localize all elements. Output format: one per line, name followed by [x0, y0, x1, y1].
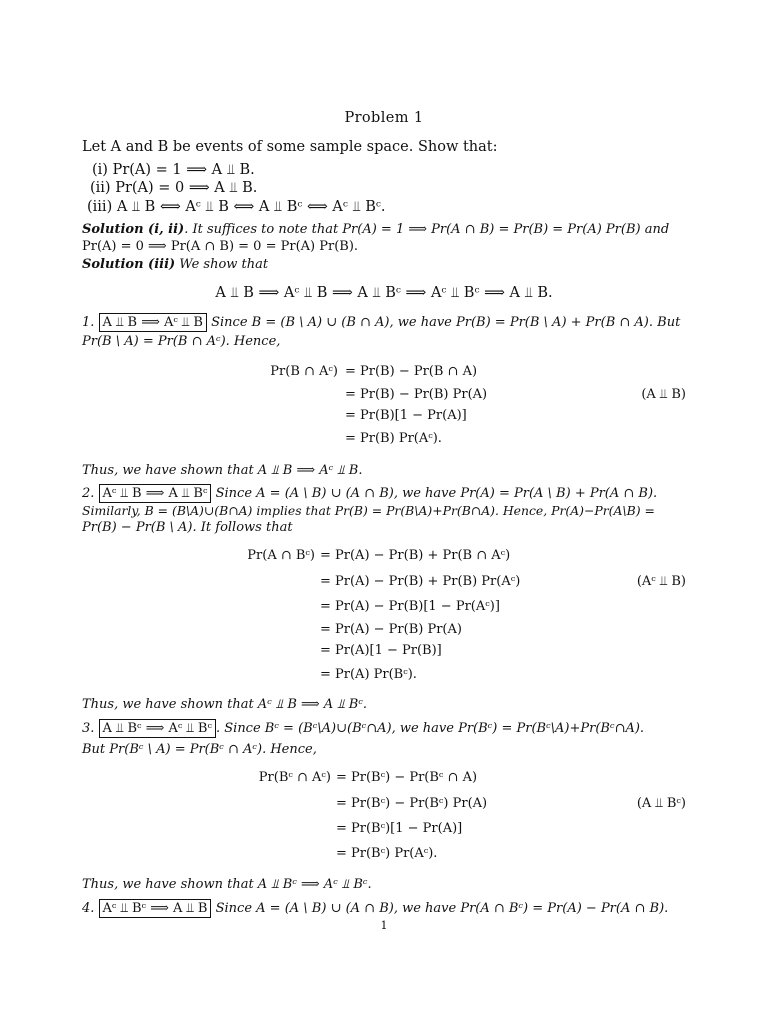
- step2-eq-justification: (Aᶜ ⫫ B): [636, 574, 686, 589]
- problem-title: Problem 1: [344, 110, 424, 126]
- solution-iii-label: Solution (iii): [82, 257, 176, 272]
- implication-chain: A ⫫ B ⟹ Aᶜ ⫫ B ⟹ A ⫫ Bᶜ ⟹ Aᶜ ⫫ Bᶜ ⟹ A ⫫ B.: [215, 285, 553, 301]
- step2-eq-row1: = Pr(A) − Pr(B) + Pr(B ∩ Aᶜ): [320, 548, 511, 563]
- problem-intro: Let A and B be events of some sample space. Show that:: [82, 139, 498, 155]
- problem-item-ii: (ii) Pr(A) = 0 ⟹ A ⫫ B.: [90, 180, 258, 196]
- step4-line1: [82, 901, 668, 917]
- step3-eq-row3: = Pr(Bᶜ)[1 − Pr(A)]: [336, 821, 463, 836]
- step1-eq-row3: = Pr(B)[1 − Pr(A)]: [345, 408, 467, 423]
- step3-boxed-claim: A ⫫ Bᶜ ⟹ Aᶜ ⫫ Bᶜ: [99, 719, 216, 738]
- step2-text: Since A = (A \ B) ∪ (A ∩ B), we have Pr(A) = Pr(A \ B) + Pr(A ∩ B).: [211, 486, 658, 501]
- page-number: 1: [380, 919, 388, 932]
- step1-conclusion: Thus, we have shown that A ⫫ B ⟹ Aᶜ ⫫ B.: [82, 463, 363, 478]
- step2-eq-lhs: Pr(A ∩ Bᶜ): [247, 548, 315, 563]
- step3-line2: But Pr(Bᶜ \ A) = Pr(Bᶜ ∩ Aᶜ). Hence,: [82, 742, 317, 757]
- step4-number: 4.: [82, 901, 95, 916]
- step3-conclusion: Thus, we have shown that A ⫫ Bᶜ ⟹ Aᶜ ⫫ Bᶜ.: [82, 877, 372, 892]
- step2-eq-row2: = Pr(A) − Pr(B) + Pr(B) Pr(Aᶜ): [320, 574, 521, 589]
- solution-i-ii-line2: Pr(A) = 0 ⟹ Pr(A ∩ B) = 0 = Pr(A) Pr(B).: [82, 239, 359, 254]
- step2-line1: [82, 486, 657, 502]
- step3-line1: [82, 721, 644, 737]
- step2-line2: Similarly, B = (B\A)∪(B∩A) implies that Pr(B) = Pr(B\A)+Pr(B∩A). Hence, Pr(A)−Pr(A\B) =: [82, 503, 655, 518]
- step4-text: Since A = (A \ B) ∪ (A ∩ B), we have Pr(A ∩ Bᶜ) = Pr(A) − Pr(A ∩ B).: [211, 901, 669, 916]
- step2-number: 2.: [82, 486, 95, 501]
- step2-eq-row6: = Pr(A) Pr(Bᶜ).: [320, 667, 417, 682]
- step2-conclusion: Thus, we have shown that Aᶜ ⫫ B ⟹ A ⫫ Bᶜ.: [82, 697, 368, 712]
- step3-eq-row2: = Pr(Bᶜ) − Pr(Bᶜ) Pr(A): [336, 796, 488, 811]
- step1-boxed-claim: A ⫫ B ⟹ Aᶜ ⫫ B: [99, 313, 207, 332]
- solution-i-ii-line1: [82, 222, 669, 238]
- step1-line2: Pr(B \ A) = Pr(B ∩ Aᶜ). Hence,: [82, 334, 281, 349]
- solution-i-ii-label: Solution (i, ii): [82, 222, 185, 237]
- step2-line3: Pr(B) − Pr(B \ A). It follows that: [82, 520, 293, 535]
- step2-eq-row5: = Pr(A)[1 − Pr(B)]: [320, 643, 442, 658]
- step2-boxed-claim: Aᶜ ⫫ B ⟹ A ⫫ Bᶜ: [99, 484, 212, 503]
- step1-number: 1.: [82, 315, 95, 330]
- step1-eq-lhs: Pr(B ∩ Aᶜ): [270, 364, 338, 379]
- step3-eq-row1: = Pr(Bᶜ) − Pr(Bᶜ ∩ A): [336, 770, 478, 785]
- step1-line1: [82, 315, 680, 331]
- step2-eq-row3: = Pr(A) − Pr(B)[1 − Pr(Aᶜ)]: [320, 599, 500, 614]
- step2-eq-row4: = Pr(A) − Pr(B) Pr(A): [320, 622, 462, 637]
- solution-i-ii-text: . It suffices to note that Pr(A) = 1 ⟹ Pr(A ∩ B) = Pr(B) = Pr(A) Pr(B) and: [184, 222, 670, 237]
- step1-text: Since B = (B \ A) ∪ (B ∩ A), we have Pr(B) = Pr(B \ A) + Pr(B ∩ A). But: [206, 315, 681, 330]
- step3-eq-lhs: Pr(Bᶜ ∩ Aᶜ): [258, 770, 331, 785]
- step1-eq-row1: = Pr(B) − Pr(B ∩ A): [345, 364, 478, 379]
- problem-item-i: (i) Pr(A) = 1 ⟹ A ⫫ B.: [92, 162, 255, 178]
- step3-text: . Since Bᶜ = (Bᶜ\A)∪(Bᶜ∩A), we have Pr(Bᶜ) = Pr(Bᶜ\A)+Pr(Bᶜ∩A).: [215, 721, 645, 736]
- step3-eq-justification: (A ⫫ Bᶜ): [636, 796, 686, 811]
- solution-iii-line: [82, 257, 268, 273]
- step1-eq-row4: = Pr(B) Pr(Aᶜ).: [345, 431, 442, 446]
- step1-eq-row2: = Pr(B) − Pr(B) Pr(A): [345, 387, 488, 402]
- step4-boxed-claim: Aᶜ ⫫ Bᶜ ⟹ A ⫫ B: [99, 899, 212, 918]
- problem-item-iii: (iii) A ⫫ B ⟺ Aᶜ ⫫ B ⟺ A ⫫ Bᶜ ⟺ Aᶜ ⫫ Bᶜ.: [87, 199, 386, 215]
- step1-eq-justification: (A ⫫ B): [641, 387, 686, 402]
- solution-iii-text: We show that: [175, 257, 269, 272]
- step3-number: 3.: [82, 721, 95, 736]
- step3-eq-row4: = Pr(Bᶜ) Pr(Aᶜ).: [336, 846, 438, 861]
